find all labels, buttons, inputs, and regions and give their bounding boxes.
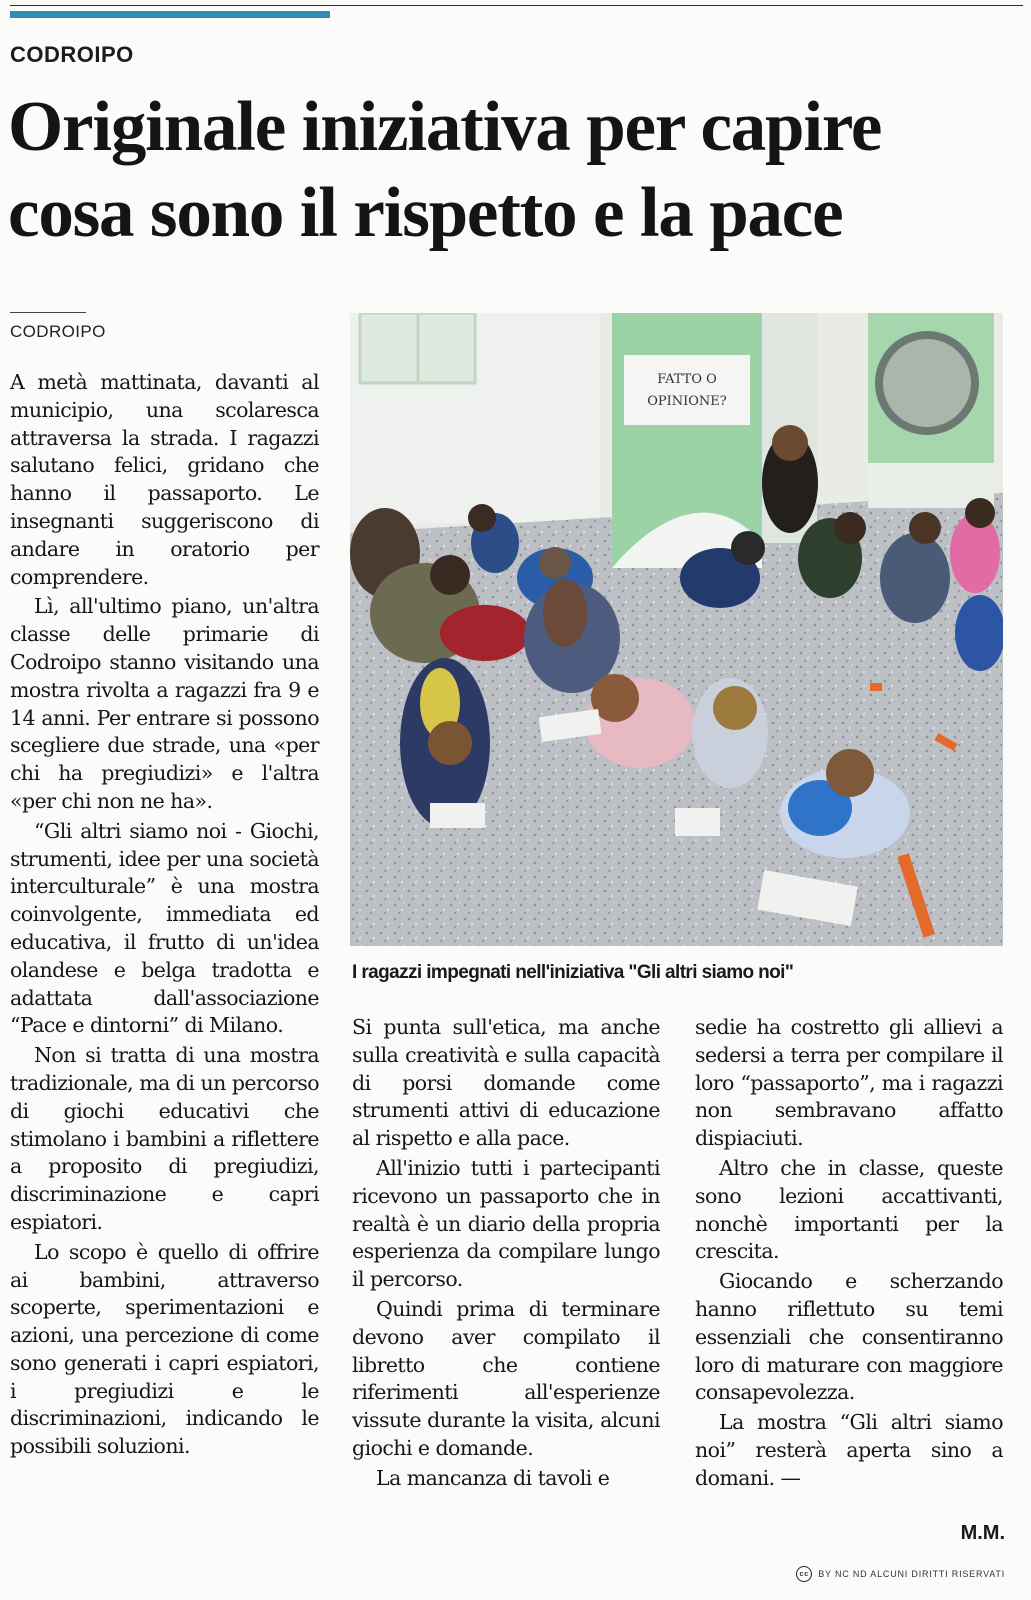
author-signature: M.M. [960,1522,1005,1544]
body-column-3 [695,1014,1003,1493]
paragraph: Giocando e scherzando hanno riflettuto su temi essenziali che consentiranno loro di maturare con maggiore consapevolezza. [695,1269,1003,1405]
body-column-1 [10,369,319,1461]
paragraph: Si punta sull'etica, ma anche sulla creatività e sulla capacità di porsi domande come strumenti attivi di educazione al rispetto e alla pace. [352,1015,660,1151]
paragraph: Non si tratta di una mostra tradizionale, ma di un percorso di giochi educativi che stimolano i bambini a riflettere a proposito di pregiudizi, discriminazione e capri espiatori. [10,1043,319,1234]
section-label: CODROIPO [10,42,134,67]
rights-notice [796,1566,1005,1582]
article-photo [350,313,1003,946]
top-rule [10,5,1023,6]
headline-line-1: Originale iniziativa per capire [8,88,882,166]
svg-text:OPINIONE?: OPINIONE? [647,394,727,409]
paragraph: Quindi prima di terminare devono aver compilato il libretto che contiene riferimenti all'esperienze vissute durante la visita, alcuni giochi e domande. [352,1296,660,1460]
photo-caption: I ragazzi impegnati nell'iniziativa "Gli altri siamo noi" [352,962,794,983]
paragraph: La mostra “Gli altri siamo noi” resterà aperta sino a domani. — [695,1410,1003,1490]
paragraph: Lì, all'ultimo piano, un'altra classe delle primarie di Codroipo stanno visitando una mostra rivolta a ragazzi fra 9 e 14 anni. Per entrare si possono scegliere due strade, una «per chi ha pregiudizi» e l'altra «per chi non ne ha». [10,594,319,813]
dateline: CODROIPO [10,322,106,341]
paragraph: sedie ha costretto gli allievi a sedersi a terra per compilare il loro “passaporto”, ma i ragazzi non sembravano affatto dispiaciuti. [695,1015,1003,1151]
section-accent-bar [10,11,330,18]
svg-text:FATTO O: FATTO O [657,372,717,387]
creative-commons-icon: cc [796,1566,812,1582]
headline-line-2: cosa sono il rispetto e la pace [8,174,843,252]
paragraph: Altro che in classe, queste sono lezioni accattivanti, nonchè importanti per la crescita. [695,1155,1003,1264]
headline [8,84,1023,256]
dateline-rule [10,312,86,313]
paragraph: Lo scopo è quello di offrire ai bambini, attraverso scoperte, sperimentazioni e azioni, una percezione di come sono generati i capri espiatori, i pregiudizi e le discriminazioni, indicando le possibili soluzioni. [10,1239,319,1459]
body-column-2 [352,1014,660,1493]
paragraph: A metà mattinata, davanti al municipio, una scolaresca attraversa la strada. I ragazzi salutano felici, gridano che hanno il passaporto. Le insegnanti suggeriscono di andare in oratorio per comprendere. [10,370,319,589]
rights-text: BY NC ND ALCUNI DIRITTI RISERVATI [818,1569,1005,1579]
paragraph: All'inizio tutti i partecipanti ricevono un passaporto che in realtà è un diario della propria esperienza da compilare lungo il percorso. [352,1155,660,1292]
paragraph: La mancanza di tavoli e [376,1465,610,1490]
paragraph: “Gli altri siamo noi - Giochi, strumenti, idee per una società interculturale” è una mostra coinvolgente, immediata ed educativa, il frutto di un'idea olandese e belga tradotta e adattata dall'associazione “Pace e dintorni” di Milano. [10,818,319,1038]
